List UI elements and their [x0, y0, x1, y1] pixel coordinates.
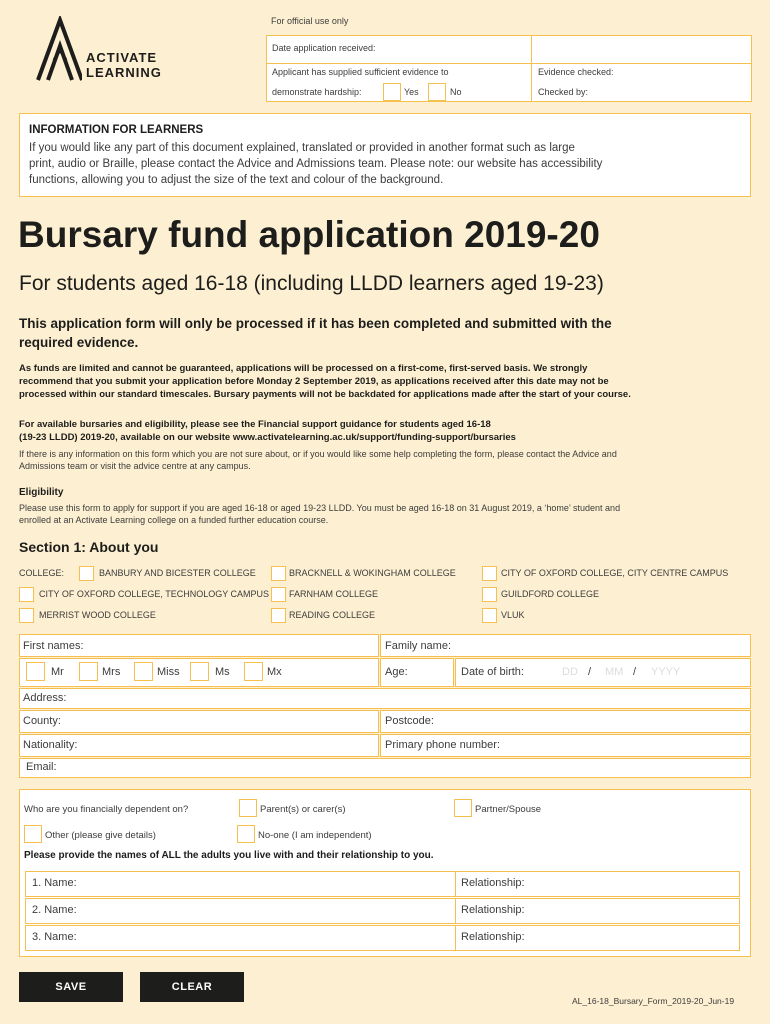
adult-row-2-divider: [455, 898, 456, 924]
evidence-checked-label: Evidence checked:: [538, 67, 614, 77]
phone-label: Primary phone number:: [385, 739, 500, 751]
adult-row-3-divider: [455, 925, 456, 951]
title-checkbox-miss[interactable]: [134, 662, 153, 681]
official-divider-v: [531, 35, 532, 102]
title-checkbox-mrs[interactable]: [79, 662, 98, 681]
info-title: INFORMATION FOR LEARNERS: [29, 124, 204, 136]
title-checkbox-ms[interactable]: [190, 662, 209, 681]
guidance-line3: If there is any information on this form which you are not sure about, or if you would like some help completing the form, please contact the Advice and: [19, 449, 617, 459]
guidance-line2: (19-23 LLDD) 2019-20, available on our website www.activatelearning.ac.uk/support/funding-support/bursaries: [19, 432, 516, 443]
title-label-ms: Ms: [215, 666, 230, 678]
page-title: Bursary fund application 2019-20: [18, 214, 600, 255]
college-label-merrist-wood: MERRIST WOOD COLLEGE: [39, 610, 156, 620]
address-field[interactable]: [19, 688, 751, 709]
dob-slash-1: /: [588, 666, 592, 678]
page-subtitle: For students aged 16-18 (including LLDD learners aged 19-23): [19, 272, 604, 295]
email-field[interactable]: [19, 758, 751, 778]
adult-relationship-2-label: Relationship:: [461, 904, 525, 916]
warning-line2: required evidence.: [19, 335, 139, 350]
title-checkbox-mx[interactable]: [244, 662, 263, 681]
dependency-checkbox-noone[interactable]: [237, 825, 255, 843]
college-checkbox-reading[interactable]: [271, 608, 286, 623]
dependency-checkbox-partner[interactable]: [454, 799, 472, 817]
clear-button[interactable]: CLEAR: [140, 972, 244, 1002]
form-code: AL_16-18_Bursary_Form_2019-20_Jun-19: [572, 996, 735, 1006]
adult-name-3-label: 3. Name:: [32, 931, 77, 943]
adult-row-1: [25, 871, 740, 897]
college-checkbox-oxford-tech[interactable]: [19, 587, 34, 602]
save-button[interactable]: SAVE: [19, 972, 123, 1002]
title-label-miss: Miss: [157, 666, 180, 678]
title-label-mx: Mx: [267, 666, 282, 678]
dependency-label-parents: Parent(s) or carer(s): [260, 804, 346, 815]
date-received-label: Date application received:: [272, 43, 376, 53]
info-line1: If you would like any part of this document explained, translated or provided in another format such as large: [29, 142, 575, 154]
adult-name-2-label: 2. Name:: [32, 904, 77, 916]
logo-text-line1: ACTIVATE: [86, 50, 158, 65]
college-checkbox-bracknell[interactable]: [271, 566, 286, 581]
dependency-label-other: Other (please give details): [45, 830, 156, 841]
nationality-label: Nationality:: [23, 739, 78, 751]
dependency-checkbox-other[interactable]: [24, 825, 42, 843]
evidence-no-label: No: [450, 87, 462, 97]
adults-prompt: Please provide the names of ALL the adults you live with and their relationship to you.: [24, 850, 434, 861]
adult-row-2: [25, 898, 740, 924]
title-label-mr: Mr: [51, 666, 64, 678]
first-names-label: First names:: [23, 640, 84, 652]
college-checkbox-banbury[interactable]: [79, 566, 94, 581]
college-label: COLLEGE:: [19, 568, 65, 578]
postcode-label: Postcode:: [385, 715, 434, 727]
evidence-no-checkbox[interactable]: [428, 83, 446, 101]
title-checkbox-mr[interactable]: [26, 662, 45, 681]
college-label-oxford-city: CITY OF OXFORD COLLEGE, CITY CENTRE CAMPUS: [501, 568, 729, 578]
activate-learning-logo-mark: [34, 16, 82, 82]
county-field[interactable]: [19, 710, 379, 733]
email-label: Email:: [26, 761, 57, 773]
logo-text-line2: LEARNING: [86, 65, 162, 80]
dob-slash-2: /: [633, 666, 637, 678]
family-name-label: Family name:: [385, 640, 452, 652]
college-label-farnham: FARNHAM COLLEGE: [289, 589, 379, 599]
dependency-label-partner: Partner/Spouse: [475, 804, 542, 815]
age-label: Age:: [385, 666, 408, 678]
dob-yyyy-placeholder: YYYY: [651, 666, 681, 678]
college-label-vluk: VLUK: [501, 610, 525, 620]
official-divider-h: [266, 63, 752, 64]
dependency-checkbox-parents[interactable]: [239, 799, 257, 817]
college-checkbox-vluk[interactable]: [482, 608, 497, 623]
guidance-line4: Admissions team or visit the advice centre at any campus.: [19, 461, 251, 471]
eligibility-line1: Please use this form to apply for support if you are aged 16-18 or aged 19-23 LLDD. You must be aged 16-18 on 31 August 2019, a ‘home’ student and: [19, 503, 621, 513]
college-checkbox-farnham[interactable]: [271, 587, 286, 602]
evidence-label-line1: Applicant has supplied sufficient evidence to: [272, 67, 449, 77]
title-label-mrs: Mrs: [102, 666, 121, 678]
adult-row-3: [25, 925, 740, 951]
dob-label: Date of birth:: [461, 666, 524, 678]
college-checkbox-merrist-wood[interactable]: [19, 608, 34, 623]
evidence-label-line2: demonstrate hardship:: [272, 87, 362, 97]
dependency-question: Who are you financially dependent on?: [24, 804, 189, 815]
info-line3: functions, allowing you to adjust the size of the text and colour of the background.: [29, 174, 444, 186]
adult-name-1-label: 1. Name:: [32, 877, 77, 889]
info-line2: print, audio or Braille, please contact the Advice and Admissions team. Please note: our website has accessibility: [29, 158, 603, 170]
warning-line1: This application form will only be processed if it has been completed and submitted with the: [19, 316, 612, 331]
college-label-oxford-tech: CITY OF OXFORD COLLEGE, TECHNOLOGY CAMPUS: [39, 589, 270, 599]
guidance-line1: For available bursaries and eligibility, please see the Financial support guidance for students aged 16-18: [19, 419, 491, 430]
adult-relationship-3-label: Relationship:: [461, 931, 525, 943]
dependency-label-noone: No-one (I am independent): [258, 830, 372, 841]
adult-row-1-divider: [455, 871, 456, 897]
college-checkbox-oxford-city[interactable]: [482, 566, 497, 581]
county-label: County:: [23, 715, 61, 727]
evidence-yes-checkbox[interactable]: [383, 83, 401, 101]
adult-relationship-1-label: Relationship:: [461, 877, 525, 889]
evidence-yes-label: Yes: [404, 87, 419, 97]
dob-dd-placeholder: DD: [562, 666, 578, 678]
section1-title: Section 1: About you: [19, 539, 159, 555]
college-label-reading: READING COLLEGE: [289, 610, 376, 620]
postcode-field[interactable]: [380, 710, 751, 733]
eligibility-title: Eligibility: [19, 487, 64, 498]
address-label: Address:: [23, 692, 67, 704]
college-label-guildford: GUILDFORD COLLEGE: [501, 589, 600, 599]
college-label-banbury: BANBURY AND BICESTER COLLEGE: [99, 568, 256, 578]
college-label-bracknell: BRACKNELL & WOKINGHAM COLLEGE: [289, 568, 456, 578]
funds-line1: As funds are limited and cannot be guaranteed, applications will be processed on a first-come, first-served basis. We strongly: [19, 363, 588, 374]
dob-mm-placeholder: MM: [605, 666, 624, 678]
official-use-heading: For official use only: [271, 16, 349, 26]
checked-by-label: Checked by:: [538, 87, 589, 97]
college-checkbox-guildford[interactable]: [482, 587, 497, 602]
funds-line2: recommend that you submit your application before Monday 2 September 2019, as applications received after this date may not be: [19, 376, 609, 387]
eligibility-line2: enrolled at an Activate Learning college on a funded further education course.: [19, 515, 329, 525]
funds-line3: processed within our standard timescales. Bursary payments will not be backdated for applications made after the start of your course.: [19, 389, 631, 400]
